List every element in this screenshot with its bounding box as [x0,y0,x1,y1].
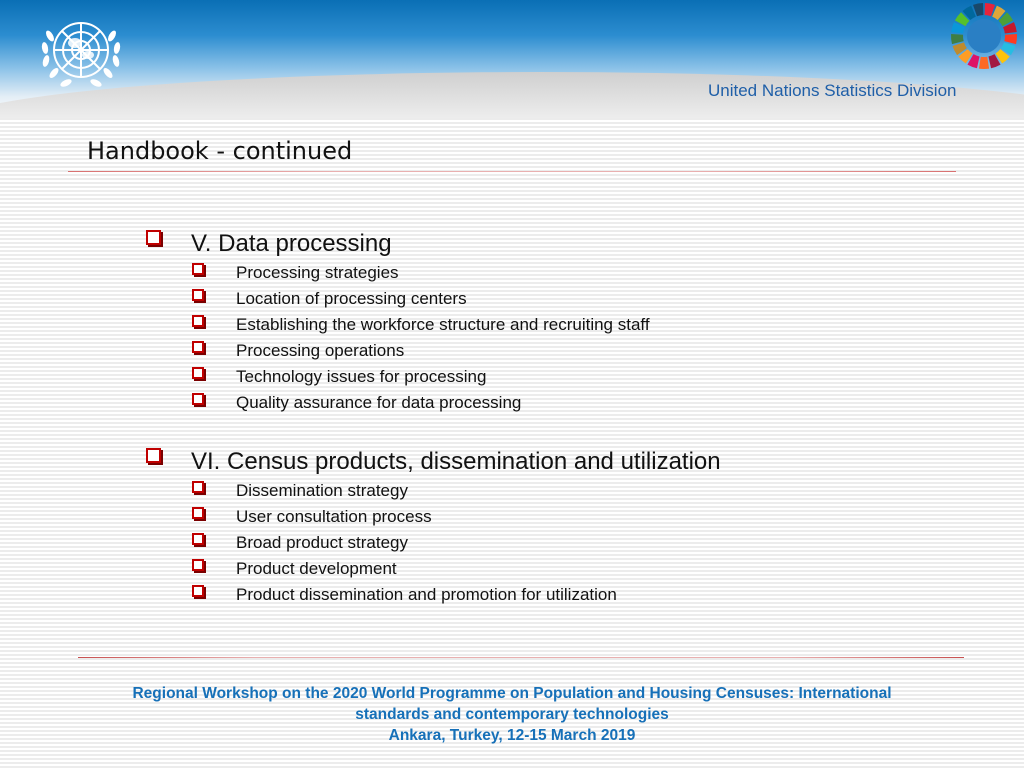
header-banner [0,0,1024,118]
slide-title: Handbook - continued [87,137,353,165]
section-bullet-icon [146,448,161,463]
list-item: Technology issues for processing [236,367,487,386]
footer-divider [78,657,964,658]
list-item: Dissemination strategy [236,481,408,500]
list-item: Product dissemination and promotion for utilization [236,585,617,604]
sdg-wheel-segment [979,57,989,69]
item-bullet-icon [192,559,204,571]
footer-line-3: Ankara, Turkey, 12-15 March 2019 [388,727,636,744]
sdg-wheel-segment [1004,34,1017,44]
section-heading: V. Data processing [191,230,392,257]
item-bullet-icon [192,315,204,327]
list-item: Location of processing centers [236,289,467,308]
list-item: Establishing the workforce structure and recruiting staff [236,315,650,334]
item-bullet-icon [192,341,204,353]
list-item: Processing operations [236,341,405,360]
sdg-color-wheel-icon [950,2,1018,70]
item-bullet-icon [192,367,204,379]
list-item: Quality assurance for data processing [236,393,522,412]
organization-name: United Nations Statistics Division [708,81,957,100]
section-bullet-icon [146,230,161,245]
sdg-wheel-segment [951,34,964,44]
un-emblem-icon [30,10,132,98]
item-bullet-icon [192,263,204,275]
list-item: Processing strategies [236,263,399,282]
item-bullet-icon [192,289,204,301]
footer-line-1: Regional Workshop on the 2020 World Programme on Population and Housing Censuses: International [132,685,892,702]
list-item: User consultation process [236,507,432,526]
title-divider [68,171,956,172]
list-item: Broad product strategy [236,533,408,552]
item-bullet-icon [192,481,204,493]
item-bullet-icon [192,585,204,597]
footer-line-2: standards and contemporary technologies [355,706,669,723]
list-item: Product development [236,559,397,578]
item-bullet-icon [192,533,204,545]
footer [0,683,1024,746]
item-bullet-icon [192,507,204,519]
section-heading: VI. Census products, dissemination and utilization [191,448,721,475]
item-bullet-icon [192,393,204,405]
